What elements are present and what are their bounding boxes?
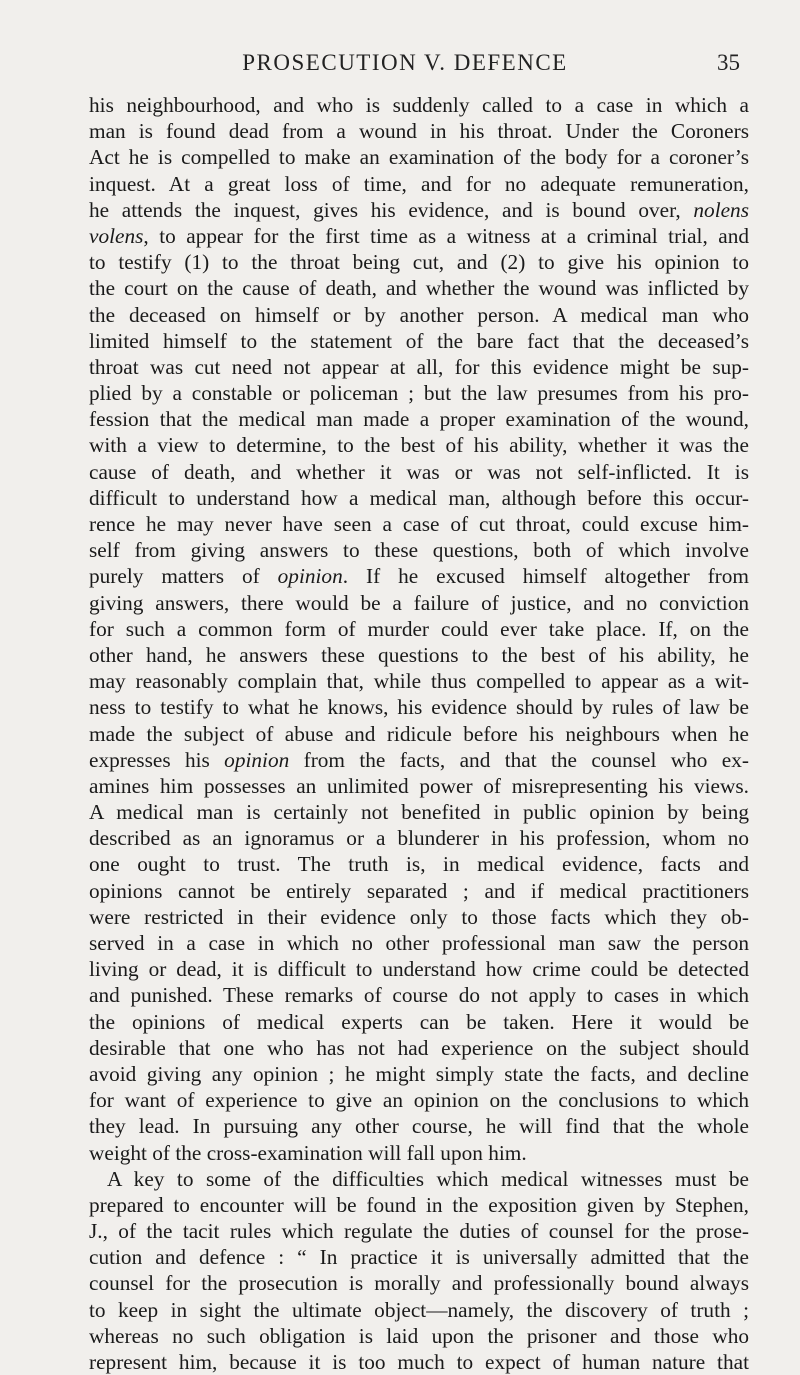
text-line: they lead. In pursuing any other course, he will find that the whole xyxy=(89,1114,749,1139)
text-segment: expresses his xyxy=(89,747,225,772)
body-text xyxy=(89,92,749,1375)
text-line: Act he is compelled to make an examination of the body for a coroner’s xyxy=(89,145,749,170)
text-line: described as an ignoramus or a blunderer in his profession, whom no xyxy=(89,826,749,851)
italic-term: volens xyxy=(89,223,144,248)
text-line: may reasonably complain that, while thus compelled to appear as a wit- xyxy=(89,669,749,694)
page-header xyxy=(60,50,750,90)
text-line: A medical man is certainly not benefited in public opinion by being xyxy=(89,800,749,825)
text-line: represent him, because it is too much to expect of human nature that xyxy=(89,1350,749,1374)
text-line: and punished. These remarks of course do not apply to cases in which xyxy=(89,983,749,1008)
text-line xyxy=(89,747,749,773)
text-line: ness to testify to what he knows, his evidence should by rules of law be xyxy=(89,695,749,720)
text-line: difficult to understand how a medical man, although before this occur- xyxy=(89,485,749,510)
text-line: desirable that one who has not had experience on the subject should xyxy=(89,1035,749,1060)
text-segment: , to appear for the first time as a witness at a criminal trial, and xyxy=(143,223,749,248)
text-line: other hand, he answers these questions to the best of his ability, he xyxy=(89,642,749,667)
text-line: living or dead, it is difficult to understand how crime could be detected xyxy=(89,957,749,982)
text-line: to keep in sight the ultimate object—namely, the discovery of truth ; xyxy=(89,1297,749,1322)
text-line: were restricted in their evidence only to those facts which they ob- xyxy=(89,904,749,929)
text-line: opinions cannot be entirely separated ; and if medical practitioners xyxy=(89,878,749,903)
text-line: avoid giving any opinion ; he might simply state the facts, and decline xyxy=(89,1061,749,1086)
text-line: cause of death, and whether it was or was not self-inflicted. It is xyxy=(89,459,749,484)
text-segment: purely matters of xyxy=(89,564,278,589)
text-line: whereas no such obligation is laid upon the prisoner and those who xyxy=(89,1323,749,1348)
text-line: his neighbourhood, and who is suddenly called to a case in which a xyxy=(89,93,749,117)
text-line: counsel for the prosecution is morally and professionally bound always xyxy=(89,1271,749,1296)
text-line: the opinions of medical experts can be taken. Here it would be xyxy=(89,1009,749,1034)
text-line: for such a common form of murder could ever take place. If, on the xyxy=(89,616,749,641)
text-line: made the subject of abuse and ridicule before his neighbours when he xyxy=(89,721,749,746)
text-line xyxy=(89,197,749,223)
text-line: limited himself to the statement of the bare fact that the deceased’s xyxy=(89,328,749,353)
text-line: the deceased on himself or by another person. A medical man who xyxy=(89,302,749,327)
italic-term: opinion xyxy=(277,564,343,589)
text-line: weight of the cross-examination will fall upon him. xyxy=(89,1140,527,1165)
text-line: self from giving answers to these questions, both of which involve xyxy=(89,538,749,563)
text-line: with a view to determine, to the best of his ability, whether it was the xyxy=(89,433,749,458)
text-line: prepared to encounter will be found in the exposition given by Stephen, xyxy=(89,1192,749,1217)
text-line: A key to some of the difficulties which medical witnesses must be xyxy=(107,1166,749,1191)
text-line: plied by a constable or policeman ; but the law presumes from his pro- xyxy=(89,381,749,406)
text-segment: . If he excused himself altogether from xyxy=(342,564,749,589)
text-line xyxy=(89,563,749,589)
text-line: the court on the cause of death, and whether the wound was inflicted by xyxy=(89,276,749,301)
text-line: served in a case in which no other professional man saw the person xyxy=(89,931,749,955)
text-line: amines him possesses an unlimited power of misrepresenting his views. xyxy=(89,773,749,798)
text-line: one ought to trust. The truth is, in medical evidence, facts and xyxy=(89,852,749,877)
text-line: throat was cut need not appear at all, for this evidence might be sup- xyxy=(89,354,749,379)
text-segment: he attends the inquest, gives his evidence, and is bound over, xyxy=(89,197,694,222)
text-line: to testify (1) to the throat being cut, and (2) to give his opinion to xyxy=(89,250,749,275)
text-segment: from the facts, and that the counsel who ex- xyxy=(289,747,749,772)
page-number: 35 xyxy=(717,50,740,75)
text-line: J., of the tacit rules which regulate the duties of counsel for the prose- xyxy=(89,1219,749,1244)
text-line: inquest. At a great loss of time, and for no adequate remuneration, xyxy=(89,171,749,196)
text-line: fession that the medical man made a proper examination of the wound, xyxy=(89,407,749,432)
text-line xyxy=(89,223,749,249)
text-line: for want of experience to give an opinion on the conclusions to which xyxy=(89,1088,749,1113)
text-line: giving answers, there would be a failure of justice, and no conviction xyxy=(89,590,749,615)
text-line: cution and defence : “ In practice it is universally admitted that the xyxy=(89,1245,749,1270)
text-line: rence he may never have seen a case of cut throat, could excuse him- xyxy=(89,512,749,536)
running-head: PROSECUTION V. DEFENCE xyxy=(242,50,568,75)
text-line: man is found dead from a wound in his throat. Under the Coroners xyxy=(89,119,749,144)
italic-term: nolens xyxy=(693,197,749,222)
italic-term: opinion xyxy=(224,747,290,772)
